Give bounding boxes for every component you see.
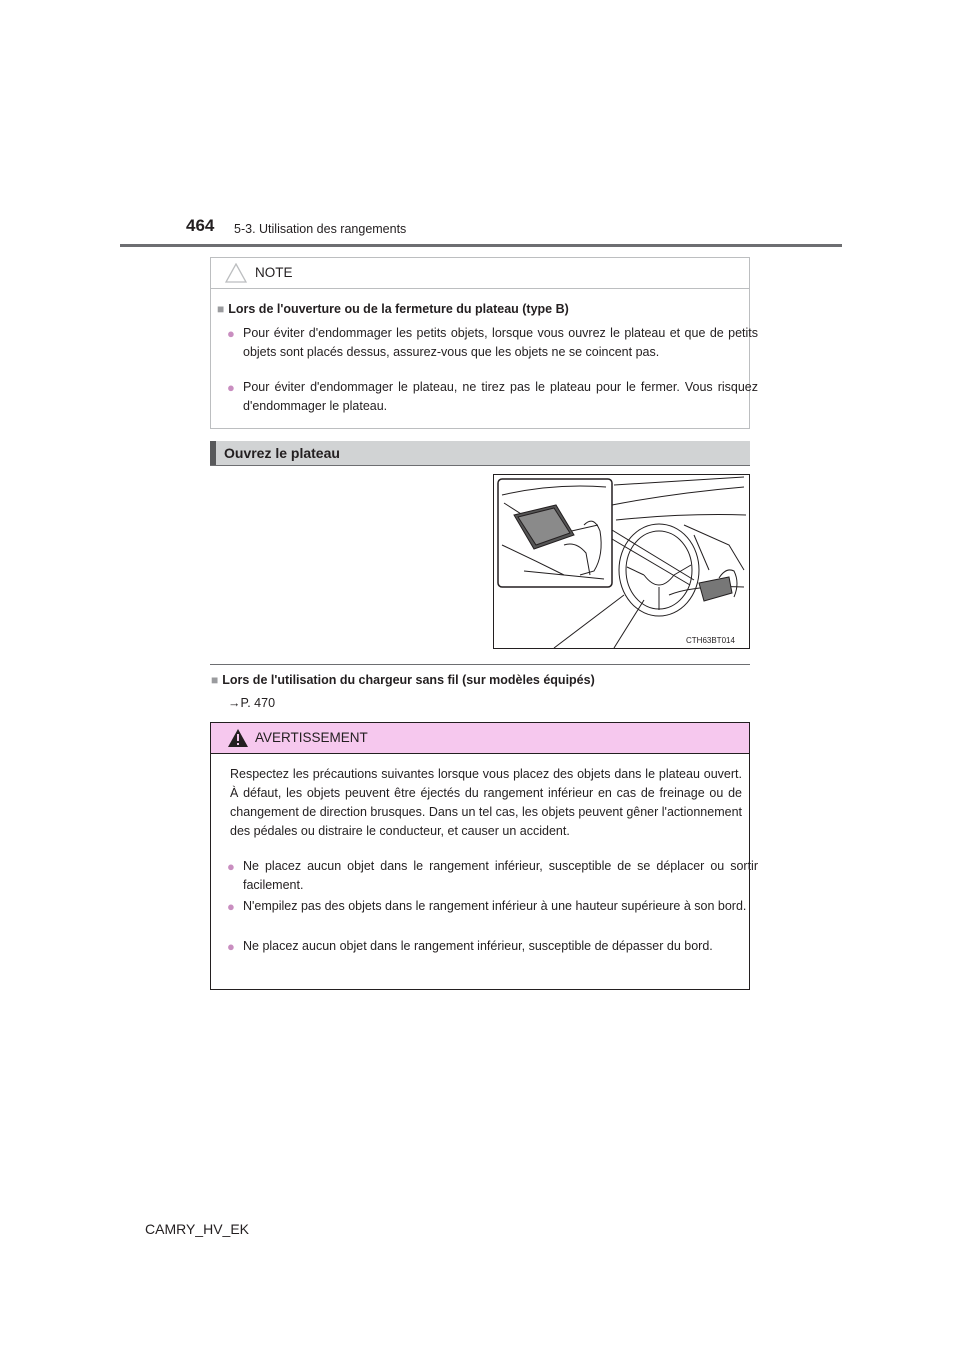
warning-bullet: ● N'empilez pas des objets dans le rangement inférieur à une hauteur supérieure à son bord. (227, 899, 747, 914)
bullet-dot-icon: ● (227, 939, 235, 954)
charger-heading: ■ Lors de l'utilisation du chargeur sans fil (sur modèles équipés) (211, 673, 595, 687)
illustration-code: CTH63BT014 (686, 636, 735, 645)
note-bullet: ● Pour éviter d'endommager les petits objets, lorsque vous ouvrez le plateau et que de petits objets sont placés dessus, assurez-vous que les objets ne se coincent pas. (227, 326, 758, 359)
bullet-dot-icon: ● (227, 859, 235, 874)
section-title: 5-3. Utilisation des rangements (234, 222, 407, 236)
square-bullet-icon: ■ (211, 673, 219, 687)
caution-triangle-icon (225, 263, 247, 283)
bullet-dot-icon: ● (227, 380, 235, 395)
separator-line (210, 664, 750, 665)
warning-intro: Respectez les précautions suivantes lorsque vous placez des objets dans le plateau ouvert. À défaut, les objets peuvent être éjectés du rangement inférieur en cas de freinage ou de changement de direction brusques. Dans un tel cas, les objets peuvent gêner l'actionnement des pédales ou distraire le conducteur, et causer un accident. (230, 767, 742, 838)
note-subheading: ■ Lors de l'ouverture ou de la fermeture du plateau (type B) (217, 302, 569, 316)
warning-box (210, 722, 758, 990)
section-header-title: Ouvrez le plateau (224, 445, 340, 461)
bullet-dot-icon: ● (227, 899, 235, 914)
model-code: CAMRY_HV_EK (145, 1221, 250, 1237)
note-header (211, 258, 749, 289)
warning-bullet: ● Ne placez aucun objet dans le rangement inférieur, susceptible de dépasser du bord. (227, 939, 713, 954)
section-header (210, 441, 750, 465)
section-header-underline (210, 465, 750, 466)
header-rule (120, 244, 842, 247)
warning-bullet: ● Ne placez aucun objet dans le rangement inférieur, susceptible de se déplacer ou sortir facilement. (227, 859, 758, 892)
square-bullet-icon: ■ (217, 302, 225, 316)
note-title: NOTE (255, 265, 293, 280)
note-box (210, 257, 758, 429)
warning-title: AVERTISSEMENT (255, 730, 368, 745)
note-bullet: ● Pour éviter d'endommager le plateau, ne tirez pas le plateau pour le fermer. Vous risquez d'endommager le plateau. (227, 380, 758, 413)
warning-triangle-icon (227, 728, 249, 748)
page-reference-link[interactable]: →P. 470 (228, 696, 276, 710)
dashboard-tray-drawing (494, 475, 749, 648)
tray-illustration (493, 474, 750, 649)
page-number: 464 (186, 216, 215, 235)
bullet-dot-icon: ● (227, 326, 235, 341)
section-header-bar (210, 441, 216, 465)
warning-header (211, 723, 749, 754)
